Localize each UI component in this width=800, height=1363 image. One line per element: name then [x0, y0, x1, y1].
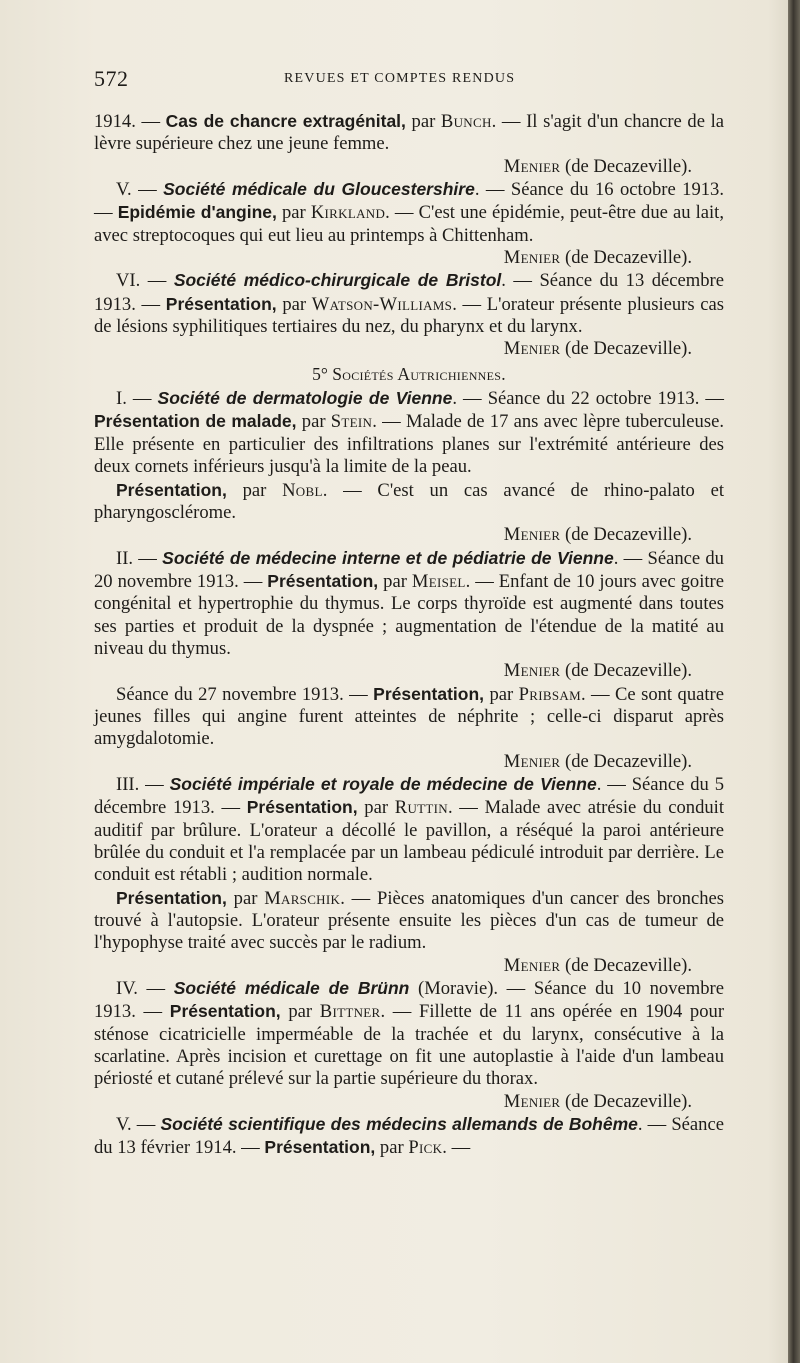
page-header — [94, 66, 724, 92]
paragraph-text: . — L'orateur présente plusieurs cas de lésions syphilitiques tertiaires du nez, du pharynx et du larynx. — [94, 293, 725, 338]
signature — [94, 156, 724, 178]
body-text — [94, 110, 724, 1160]
section-number: II. — — [116, 547, 163, 569]
society-name: Société médico-chirurgicale de Bristol — [173, 270, 502, 291]
author-name: Kirkland — [310, 202, 386, 224]
author-name: Pribsam — [518, 683, 581, 705]
author-name: Meisel — [411, 570, 466, 592]
article-title: Présentation de malade, — [94, 411, 297, 432]
society-name: Société scientifique des médecins allemands de Bohême — [160, 1114, 638, 1135]
signature — [94, 955, 724, 977]
by-word: par — [226, 887, 265, 909]
signature-place: (de Decazeville). — [560, 524, 692, 546]
signature-name: Menier — [503, 338, 561, 360]
author-name: Marschik — [264, 887, 341, 909]
by-word: par — [357, 797, 395, 819]
signature-place: (de Decazeville). — [560, 954, 692, 976]
by-word: par — [375, 1137, 409, 1159]
article-title: Présentation, — [169, 1001, 281, 1022]
paragraph-text: . — Ce sont quatre jeunes filles qui angine furent atteintes de néphrite ; celle-ci disparut après amygdalotomie. — [94, 683, 724, 750]
society-name: Société impériale et royale de médecine de Vienne — [169, 773, 597, 794]
session-date: . — Séance du 20 novembre 1913. — — [94, 547, 724, 592]
paragraph-medecine-interne-vienne — [94, 547, 724, 661]
section-heading — [94, 363, 724, 385]
article-title: Présentation, — [246, 797, 358, 818]
paragraph-nobl — [94, 479, 724, 525]
signature-place: (de Decazeville). — [560, 750, 692, 772]
paragraph-text: . — Malade de 17 ans avec lèpre tuberculeuse. Elle présente en particulier des infiltrations planes sur l'extrémité antérieure des deux cornets inférieurs jusqu'à la limite de la peau. — [94, 411, 724, 478]
author-name: Pick — [408, 1137, 443, 1159]
section-number: V. — — [116, 1114, 161, 1136]
signature-place: (de Decazeville). — [560, 155, 692, 177]
signature-name: Menier — [503, 1090, 561, 1112]
by-word: par — [378, 570, 412, 592]
author-name: Nobl — [282, 479, 323, 501]
article-title: Présentation, — [116, 479, 227, 500]
author-name: Ruttin — [394, 797, 448, 819]
by-word: par — [226, 479, 283, 501]
page-number: 572 — [94, 66, 129, 91]
paragraph-text: . — C'est une épidémie, peut-être due au lait, avec streptocoques qui eut lieu au printemps à Chittenham. — [94, 202, 724, 246]
article-title: Cas de chancre extragénital, — [165, 111, 406, 131]
society-name: Société médicale de Brünn — [173, 978, 410, 999]
society-name: Société de dermatologie de Vienne — [157, 388, 453, 409]
paragraph-text: . — Malade avec atrésie du conduit auditif par brûlure. L'orateur a décollé le pavillon, a réséqué la paroi antérieure brûlée du conduit et l'a remplacée par un lambeau pédiculé introduit par derrière. Le conduit est rétabli ; audition normale. — [94, 797, 725, 886]
session-date: . — Séance du 13 décembre 1913. — — [94, 270, 724, 315]
signature — [94, 524, 724, 546]
section-number: IV. — — [116, 978, 174, 1000]
signature-name: Menier — [503, 247, 561, 269]
article-title: Présentation, — [267, 570, 379, 591]
paragraph-text: . — Pièces anatomiques d'un cancer des bronches trouvé à l'autopsie. L'orateur présente ensuite les pièces d'un cas de tumeur de l'hypophyse traité avec succès par le radium. — [94, 887, 725, 954]
author-name: Watson-Williams — [311, 293, 453, 315]
by-word: par — [296, 411, 331, 433]
author-name: Bunch — [440, 111, 492, 132]
paragraph-marschik — [94, 887, 724, 955]
section-number: V. — — [116, 179, 164, 201]
session-date: . — Séance du 16 octobre 1913. — — [94, 179, 724, 224]
signature — [94, 1091, 724, 1113]
binding-edge-shadow — [788, 0, 800, 1363]
paragraph-bunch — [94, 110, 724, 156]
paragraph-text: . — Enfant de 10 jours avec goitre congénital et hypertrophie du thymus. Le corps thyroïde est augmenté dans toutes ses parties et produit de la dyspnée ; augmentation de l'étendue de la matité au niveau du thymus. — [94, 570, 724, 659]
article-title: Présentation, — [264, 1137, 376, 1158]
signature — [94, 751, 724, 773]
signature-name: Menier — [503, 660, 561, 682]
by-word: par — [484, 683, 519, 705]
paragraph-text: . — C'est un cas avancé de rhino-palato et pharyngosclérome. — [94, 479, 724, 523]
session-date: . — Séance du 5 décembre 1913. — — [94, 773, 724, 819]
article-title: Présentation, — [373, 683, 485, 704]
running-title: REVUES ET COMPTES RENDUS — [284, 71, 516, 86]
paragraph-boheme — [94, 1113, 724, 1160]
section-heading-label: Sociétés Autrichiennes. — [332, 363, 506, 384]
paragraph-bristol — [94, 269, 724, 338]
author-name: Bittner — [319, 1001, 381, 1023]
by-word: par — [405, 111, 441, 132]
session-date: Séance du 27 novembre 1913. — — [116, 683, 374, 705]
section-number: III. — — [116, 773, 170, 795]
section-number: VI. — — [116, 270, 174, 292]
signature — [94, 338, 724, 360]
section-heading-number: 5° — [312, 363, 333, 384]
paragraph-imperiale-vienne — [94, 773, 724, 887]
paragraph-brunn — [94, 977, 724, 1091]
paragraph-pribsam — [94, 683, 724, 751]
signature — [94, 660, 724, 682]
signature-name: Menier — [503, 155, 561, 177]
signature-name: Menier — [503, 954, 561, 976]
signature-place: (de Decazeville). — [560, 660, 692, 682]
by-word: par — [280, 1001, 320, 1023]
paragraph-dermatologie-vienne — [94, 387, 724, 478]
signature-name: Menier — [503, 750, 561, 772]
section-number: I. — — [116, 388, 158, 410]
paragraph-text: . — Fillette de 11 ans opérée en 1904 pour sténose cicatricielle imperméable de la trachée et du larynx, consécutive à la scarlatine. Après incision et curettage on fit une autoplastie à l'aide d'un lambeau périosté et cutané prélevé sur la partie supérieure du thorax. — [94, 1001, 725, 1090]
year-prefix: 1914. — — [94, 111, 166, 132]
paragraph-text: . — — [442, 1137, 471, 1159]
signature — [94, 247, 724, 269]
author-name: Stein — [330, 411, 373, 433]
paragraph-text: . — Il s'agit d'un chancre de la lèvre supérieure chez une jeune femme. — [94, 111, 725, 155]
signature-place: (de Decazeville). — [560, 1090, 692, 1112]
signature-name: Menier — [503, 524, 561, 546]
session-date: . — Séance du 13 février 1914. — — [94, 1114, 724, 1159]
by-word: par — [276, 293, 312, 315]
society-name: Société de médecine interne et de pédiatrie de Vienne — [162, 547, 614, 568]
paragraph-gloucestershire — [94, 178, 724, 247]
session-date: (Moravie). — Séance du 10 novembre 1913. — — [94, 978, 724, 1023]
signature-place: (de Decazeville). — [560, 247, 692, 269]
session-date: . — Séance du 22 octobre 1913. — — [452, 388, 724, 410]
by-word: par — [276, 202, 311, 224]
signature-place: (de Decazeville). — [560, 338, 692, 360]
article-title: Epidémie d'angine, — [117, 202, 277, 223]
society-name: Société médicale du Gloucestershire — [163, 179, 475, 200]
article-title: Présentation, — [165, 293, 277, 314]
article-title: Présentation, — [116, 887, 227, 908]
